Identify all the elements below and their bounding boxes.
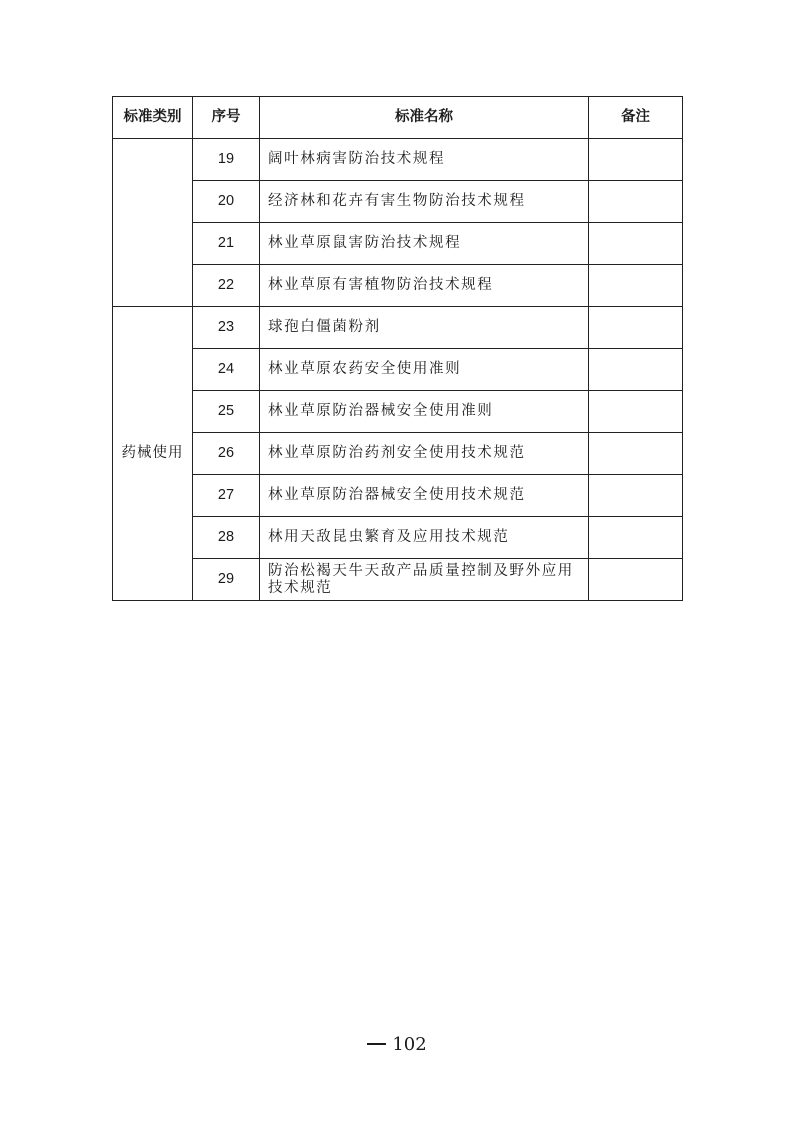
row-number: 28	[193, 517, 260, 559]
header-name: 标准名称	[260, 97, 589, 139]
standard-name: 林业草原防治器械安全使用技术规范	[260, 475, 589, 517]
table-row	[113, 391, 683, 433]
row-number: 29	[193, 559, 260, 601]
row-number: 20	[193, 181, 260, 223]
row-number: 27	[193, 475, 260, 517]
remark-cell	[589, 349, 683, 391]
category-cell	[113, 139, 193, 307]
row-number: 24	[193, 349, 260, 391]
standard-name: 林用天敌昆虫繁育及应用技术规范	[260, 517, 589, 559]
table-row	[113, 265, 683, 307]
row-number: 21	[193, 223, 260, 265]
remark-cell	[589, 517, 683, 559]
row-number: 26	[193, 433, 260, 475]
header-category: 标准类别	[113, 97, 193, 139]
footer-dash	[367, 1043, 386, 1045]
standards-table	[112, 96, 683, 601]
remark-cell	[589, 559, 683, 601]
standard-name: 林业草原防治器械安全使用准则	[260, 391, 589, 433]
standard-name: 林业草原有害植物防治技术规程	[260, 265, 589, 307]
table-row	[113, 559, 683, 601]
row-number: 23	[193, 307, 260, 349]
standard-name: 林业草原农药安全使用准则	[260, 349, 589, 391]
table-row	[113, 139, 683, 181]
remark-cell	[589, 433, 683, 475]
table-row	[113, 181, 683, 223]
table-row	[113, 475, 683, 517]
table-header-row	[113, 97, 683, 139]
page-footer	[0, 1034, 794, 1055]
table-row	[113, 349, 683, 391]
remark-cell	[589, 265, 683, 307]
table-row	[113, 223, 683, 265]
header-remark: 备注	[589, 97, 683, 139]
category-cell: 药械使用	[113, 307, 193, 601]
page-number: 102	[392, 1034, 427, 1055]
standard-name: 球孢白僵菌粉剂	[260, 307, 589, 349]
remark-cell	[589, 181, 683, 223]
remark-cell	[589, 139, 683, 181]
table-row	[113, 307, 683, 349]
remark-cell	[589, 475, 683, 517]
table-row	[113, 433, 683, 475]
remark-cell	[589, 307, 683, 349]
remark-cell	[589, 223, 683, 265]
header-number: 序号	[193, 97, 260, 139]
standard-name: 林业草原防治药剂安全使用技术规范	[260, 433, 589, 475]
standard-name: 防治松褐天牛天敌产品质量控制及野外应用技术规范	[260, 559, 589, 601]
remark-cell	[589, 391, 683, 433]
standard-name: 经济林和花卉有害生物防治技术规程	[260, 181, 589, 223]
row-number: 22	[193, 265, 260, 307]
table-row	[113, 517, 683, 559]
row-number: 25	[193, 391, 260, 433]
standard-name: 阔叶林病害防治技术规程	[260, 139, 589, 181]
standard-name: 林业草原鼠害防治技术规程	[260, 223, 589, 265]
row-number: 19	[193, 139, 260, 181]
